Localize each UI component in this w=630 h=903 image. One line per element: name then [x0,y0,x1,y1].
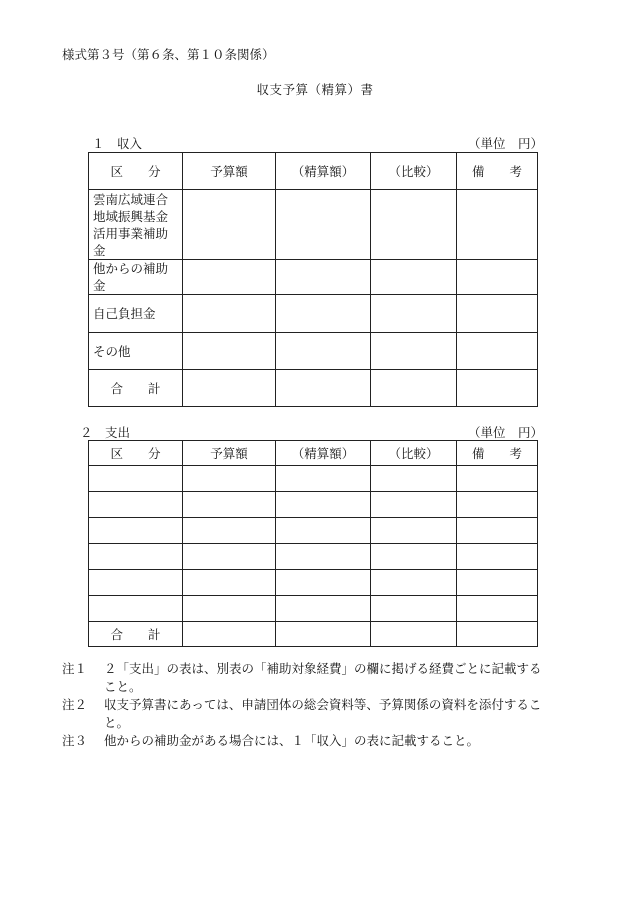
comparison-cell[interactable] [371,370,457,407]
note-label: 注１ [62,661,88,676]
note-item [62,732,542,750]
row-category: その他 [89,333,183,370]
income-table [88,152,538,407]
remarks-cell[interactable] [457,570,538,596]
remarks-cell[interactable] [457,295,538,333]
remarks-cell[interactable] [457,333,538,370]
budget-cell[interactable] [183,466,276,492]
form-number: 様式第３号（第６条、第１０条関係） [62,47,275,62]
category-cell[interactable] [89,596,183,622]
settlement-cell[interactable] [276,295,371,333]
header-category: 区 分 [89,153,183,190]
remarks-cell[interactable] [457,544,538,570]
total-label: 合 計 [89,370,183,407]
comparison-cell[interactable] [371,492,457,518]
budget-cell[interactable] [183,518,276,544]
budget-cell[interactable] [183,190,276,260]
header-settlement: （精算額） [276,153,371,190]
income-section-label: １ 収入 [92,136,143,151]
row-category: 他からの補助金 [89,260,183,295]
note-item [62,696,542,732]
settlement-cell[interactable] [276,492,371,518]
table-row [89,570,538,596]
table-row [89,190,538,260]
settlement-cell[interactable] [276,333,371,370]
remarks-cell[interactable] [457,492,538,518]
comparison-cell[interactable] [371,570,457,596]
notes [62,660,542,750]
expense-total-row [89,622,538,647]
budget-cell[interactable] [183,492,276,518]
note-text: 収支予算書にあっては、申請団体の総会資料等、予算関係の資料を添付すること。 [104,697,542,730]
note-text: 他からの補助金がある場合には、１「収入」の表に記載すること。 [104,733,480,748]
settlement-cell[interactable] [276,260,371,295]
settlement-cell[interactable] [276,622,371,647]
table-row [89,295,538,333]
table-row [89,260,538,295]
header-remarks: 備 考 [457,153,538,190]
category-cell[interactable] [89,492,183,518]
comparison-cell[interactable] [371,333,457,370]
note-label: 注３ [62,733,88,748]
note-item [62,660,542,696]
header-settlement: （精算額） [276,441,371,466]
budget-cell[interactable] [183,570,276,596]
expense-table [88,440,538,647]
remarks-cell[interactable] [457,260,538,295]
budget-cell[interactable] [183,333,276,370]
table-row [89,596,538,622]
income-total-row [89,370,538,407]
header-comparison: （比較） [371,441,457,466]
comparison-cell[interactable] [371,190,457,260]
comparison-cell[interactable] [371,518,457,544]
comparison-cell[interactable] [371,596,457,622]
header-remarks: 備 考 [457,441,538,466]
budget-cell[interactable] [183,260,276,295]
expense-unit-label: （単位 円） [468,425,544,440]
total-label: 合 計 [89,622,183,647]
income-unit-label: （単位 円） [468,136,544,151]
comparison-cell[interactable] [371,260,457,295]
remarks-cell[interactable] [457,596,538,622]
table-row [89,544,538,570]
table-row [89,518,538,544]
settlement-cell[interactable] [276,596,371,622]
expense-section-label: ２ 支出 [80,425,131,440]
budget-cell[interactable] [183,370,276,407]
remarks-cell[interactable] [457,622,538,647]
comparison-cell[interactable] [371,466,457,492]
header-budget: 予算額 [183,441,276,466]
settlement-cell[interactable] [276,544,371,570]
note-label: 注２ [62,697,88,712]
row-category: 雲南広域連合地域振興基金活用事業補助金 [89,190,183,260]
budget-cell[interactable] [183,544,276,570]
category-cell[interactable] [89,466,183,492]
header-category: 区 分 [89,441,183,466]
settlement-cell[interactable] [276,570,371,596]
category-cell[interactable] [89,518,183,544]
remarks-cell[interactable] [457,518,538,544]
category-cell[interactable] [89,570,183,596]
header-comparison: （比較） [371,153,457,190]
header-budget: 予算額 [183,153,276,190]
budget-cell[interactable] [183,596,276,622]
settlement-cell[interactable] [276,518,371,544]
comparison-cell[interactable] [371,622,457,647]
table-row [89,466,538,492]
remarks-cell[interactable] [457,466,538,492]
comparison-cell[interactable] [371,544,457,570]
category-cell[interactable] [89,544,183,570]
note-text: ２「支出」の表は、別表の「補助対象経費」の欄に掲げる経費ごとに記載すること。 [104,661,542,694]
comparison-cell[interactable] [371,295,457,333]
settlement-cell[interactable] [276,370,371,407]
document-title: 収支予算（精算）書 [256,82,374,97]
settlement-cell[interactable] [276,466,371,492]
remarks-cell[interactable] [457,370,538,407]
expense-header-row [89,441,538,466]
remarks-cell[interactable] [457,190,538,260]
income-header-row [89,153,538,190]
budget-cell[interactable] [183,295,276,333]
table-row [89,492,538,518]
settlement-cell[interactable] [276,190,371,260]
budget-cell[interactable] [183,622,276,647]
table-row [89,333,538,370]
row-category: 自己負担金 [89,295,183,333]
